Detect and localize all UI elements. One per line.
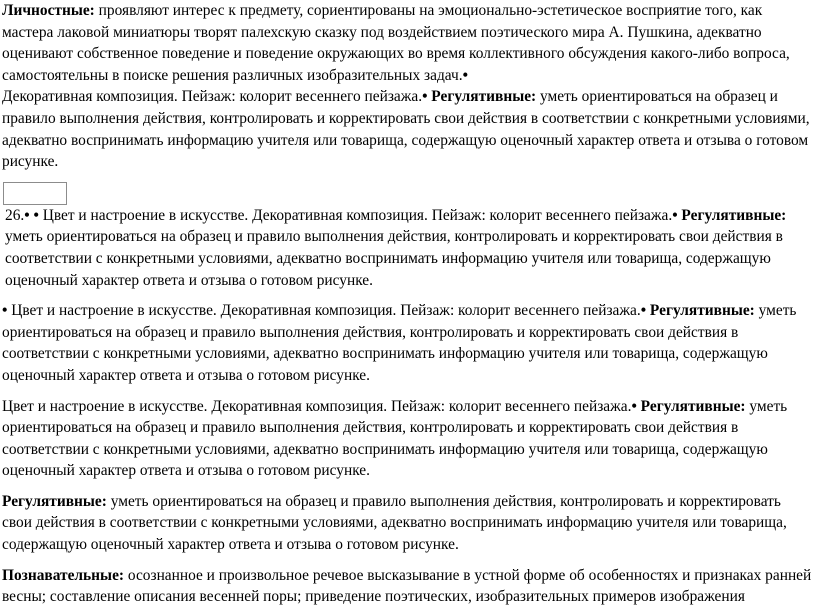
bullet-icon: •: [422, 88, 428, 106]
paragraph-color-mood: [2, 300, 814, 386]
text-lesson-26: Цвет и настроение в искусстве. Декоративная композиция. Пейзаж: колорит весеннего пейзажа.: [38, 206, 673, 224]
text-color-mood-2: Цвет и настроение в искусстве. Декоративная композиция. Пейзаж: колорит весеннего пейзажа.: [2, 397, 632, 415]
paragraph-color-mood-2: [2, 396, 814, 482]
bullet-icon: •: [462, 66, 468, 84]
bullet-icon: •: [631, 397, 637, 415]
label-regulatory: Регулятивные:: [2, 492, 107, 510]
text-personal: проявляют интерес к предмету, сориентированы на эмоционально-эстетическое восприятие того, как мастера лаковой миниатюры творят палехскую сказку под воздействием поэтического мира А. Пушкина, адекватно оценивают собственное поведение и поведение окружающих во время коллективного обсуждения какого-либо вопроса, самостоятельны в поиске решения различных изобразительных задач.: [2, 2, 790, 84]
label-regulatory: Регулятивные:: [636, 397, 746, 415]
text-cognitive: осознанное и произвольное речевое высказывание в устной форме об особенностях и признаках ранней весны; составление описания весенней поры; приведение поэтических, изобразительных примеров изображения: [2, 566, 812, 606]
text-regulatory: уметь ориентироваться на образец и правило выполнения действия, контролировать и корректировать свои действия в соответствии с конкретными условиями, адекватно воспринимать информацию учителя или товарища, содержащую оценочный характер ответа и отзыва о готовом рисунке.: [2, 88, 810, 171]
label-regulatory: Регулятивные:: [427, 88, 537, 106]
bullet-icon: •: [33, 206, 39, 224]
text-regulatory: уметь ориентироваться на образец и правило выполнения действия, контролировать и корректировать свои действия в соответствии с конкретными условиями, адекватно воспринимать информацию учителя или товарища, содержащую оценочный характер ответа и отзыва о готовом рисунке.: [2, 492, 787, 554]
paragraph-personal: [2, 0, 814, 86]
label-cognitive: Познавательные:: [2, 566, 125, 584]
paragraph-cognitive: [2, 565, 814, 608]
text-color-mood: Цвет и настроение в искусстве. Декоративная композиция. Пейзаж: колорит весеннего пейзажа.: [7, 302, 641, 320]
empty-table-cell: [3, 182, 67, 205]
text-decorative: Декоративная композиция. Пейзаж: колорит весеннего пейзажа.: [2, 88, 423, 106]
bullet-icon: •: [640, 302, 647, 320]
text-regulatory: уметь ориентироваться на образец и правило выполнения действия, контролировать и корректировать свои действия в соответствии с конкретными условиями, адекватно воспринимать информацию учителя или товарища, содержащую оценочный характер ответа и отзыва о готовом рисунке.: [2, 302, 797, 384]
lesson-number: 26.: [5, 206, 25, 224]
bullet-icon: •: [2, 302, 8, 320]
paragraph-regulatory: [2, 491, 814, 556]
label-regulatory: Регулятивные:: [677, 206, 787, 224]
paragraph-lesson-26: [2, 205, 814, 291]
bullet-icon: •: [24, 206, 30, 224]
text-regulatory: уметь ориентироваться на образец и правило выполнения действия, контролировать и корректировать свои действия в соответствии с конкретными условиями, адекватно воспринимать информацию учителя или товарища, содержащую оценочный характер ответа и отзыва о готовом рисунке.: [5, 228, 783, 289]
bullet-icon: •: [672, 206, 678, 224]
label-personal: Личностные:: [2, 2, 95, 19]
paragraph-decorative: [2, 86, 814, 172]
label-regulatory: Регулятивные:: [646, 302, 755, 320]
text-regulatory: уметь ориентироваться на образец и правило выполнения действия, контролировать и корректировать свои действия в соответствии с конкретными условиями, адекватно воспринимать информацию учителя или товарища, содержащую оценочный характер ответа и отзыва о готовом рисунке.: [2, 397, 788, 480]
